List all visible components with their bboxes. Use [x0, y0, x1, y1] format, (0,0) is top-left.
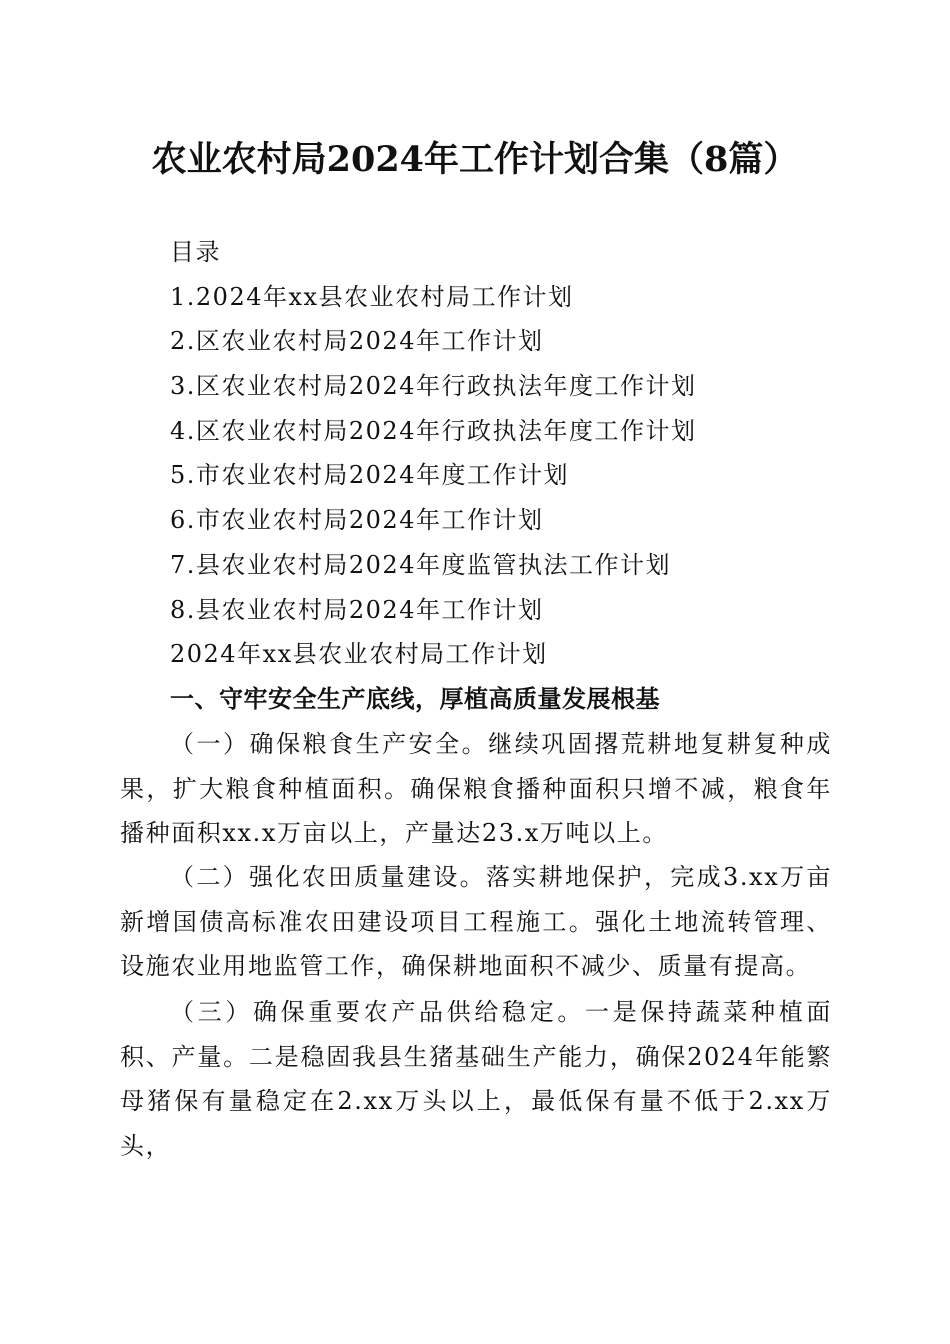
toc-heading: 目录	[170, 238, 221, 266]
toc-item: 5.市农业农村局2024年度工作计划	[170, 461, 569, 490]
toc-item: 6.市农业农村局2024年工作计划	[170, 506, 544, 535]
toc-item: 1.2024年xx县农业农村局工作计划	[170, 282, 574, 311]
toc-item: 8.县农业农村局2024年工作计划	[170, 595, 544, 624]
table-of-contents	[170, 230, 696, 677]
toc-item: 4.区农业农村局2024年行政执法年度工作计划	[170, 416, 697, 445]
paragraph: （一）确保粮食生产安全。继续巩固撂荒耕地复耕复种成果，扩大粮食种植面积。确保粮食播种面积只增不减，粮食年播种面积xx.x万亩以上，产量达23.x万吨以上。	[120, 730, 832, 847]
section-heading: 一、守牢安全生产底线，厚植高质量发展根基	[170, 684, 660, 713]
article-title: 2024年xx县农业农村局工作计划	[170, 640, 548, 669]
paragraph: （三）确保重要农产品供给稳定。一是保持蔬菜种植面积、产量。二是稳固我县生猪基础生产能力，确保2024年能繁母猪保有量稳定在2.xx万头以上，最低保有量不低于2.xx万头，	[120, 998, 832, 1160]
toc-item: 7.县农业农村局2024年度监管执法工作计划	[170, 550, 671, 579]
document-title: 农业农村局2024年工作计划合集（8篇）	[151, 139, 799, 180]
toc-item: 2.区农业农村局2024年工作计划	[170, 327, 544, 356]
paragraph: （二）强化农田质量建设。落实耕地保护，完成3.xx万亩新增国债高标准农田建设项目工程施工。强化土地流转管理、设施农业用地监管工作，确保耕地面积不减少、质量有提高。	[120, 863, 832, 980]
toc-item: 3.区农业农村局2024年行政执法年度工作计划	[170, 372, 697, 401]
